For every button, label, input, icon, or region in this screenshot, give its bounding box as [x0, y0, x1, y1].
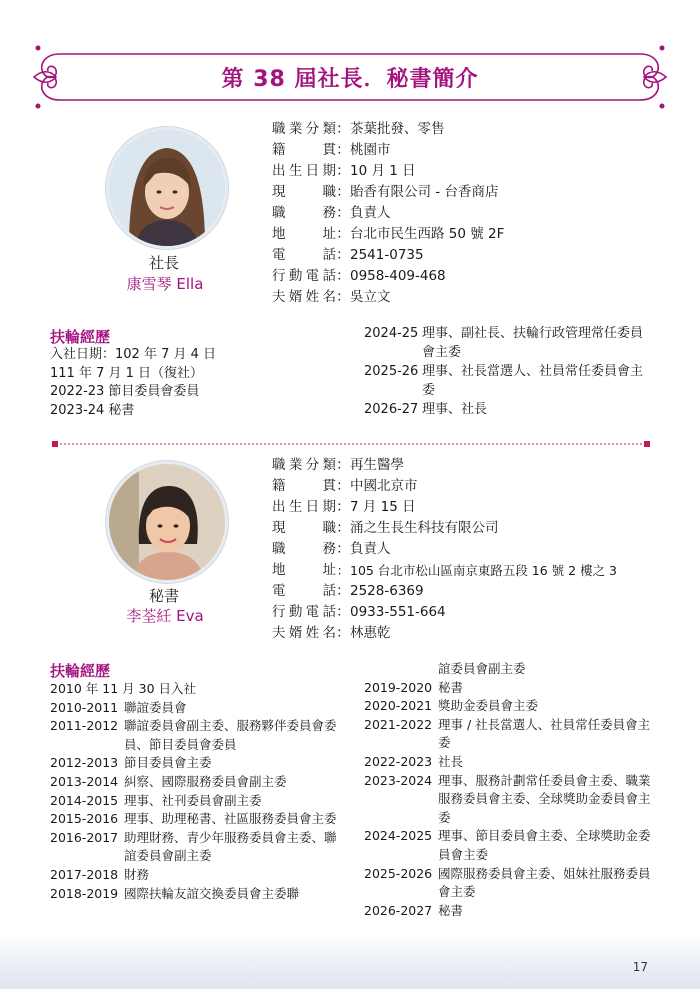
info-row: 現職 ： 涌之生長生科技有限公司: [272, 520, 499, 536]
history-item: 入社日期：102 年 7 月 4 日: [50, 347, 217, 362]
president-photo: [106, 127, 228, 249]
info-row: 出生日期 ： 10 月 1 日: [272, 163, 416, 179]
info-row: 地址 ： 台北市民生西路 50 號 2F: [272, 226, 505, 242]
history-item: 2015-2016 理事、助理秘書、社區服務委員會主委: [50, 811, 337, 827]
info-row: 夫婿姓名 ： 吳立文: [272, 289, 391, 305]
history-item: 2025-26 理事、社長當選人、社員常任委員會主委: [364, 364, 644, 398]
history-item: 2016-2017 助理財務、青少年服務委員會主委、聯誼委員會副主委: [50, 829, 337, 864]
president-history-title: 扶輪經歷: [50, 328, 111, 346]
history-item: 2014-2015 理事、社刊委員會副主委: [50, 792, 262, 808]
history-item: 2017-2018 財務: [50, 866, 150, 882]
info-row: 現職 ： 貽香有限公司 - 台香商店: [272, 184, 499, 200]
history-item: 111 年 7 月 1 日（復社）: [50, 365, 204, 381]
history-item: 2010 年 11 月 30 日入社: [50, 681, 196, 696]
secretary-history-title: 扶輪經歷: [50, 662, 111, 680]
secretary-name: 李荃紝 Eva: [126, 607, 204, 625]
info-row: 職務 ： 負責人: [272, 205, 391, 221]
secretary-photo: [106, 461, 228, 583]
president-history-left: [50, 346, 330, 420]
president-role: 社長: [148, 254, 179, 272]
history-item: 2011-2012 聯誼委員會副主委、服務夥伴委員會委員、節目委員會委員: [50, 718, 337, 752]
history-item: 2012-2013 節目委員會主委: [50, 755, 212, 771]
history-item: 2023-2024 理事、服務計劃常任委員會主委、職業服務委員會主委、全球獎助金委員會主委: [364, 772, 651, 825]
section-divider: [52, 441, 650, 447]
history-item: 誼委員會副主委: [438, 661, 526, 676]
info-row: 職業分類 ： 再生醫學: [272, 457, 404, 473]
secretary-role: 秘書: [148, 587, 179, 605]
page-number: 17: [632, 960, 648, 974]
page-header: [30, 40, 670, 114]
president-history-right: [364, 325, 654, 420]
info-row: 職務 ： 負責人: [272, 541, 391, 557]
info-row: 籍貫 ： 桃園市: [272, 142, 391, 158]
page-title: 第 38 屆社長．秘書簡介: [221, 67, 479, 92]
history-item: 2022-2023 社長: [364, 753, 464, 769]
info-row: 地址 ： 105 台北市松山區南京東路五段 16 號 2 樓之 3: [272, 562, 618, 578]
history-item: 2026-2027 秘書: [364, 902, 464, 918]
info-row: 籍貫 ： 中國北京市: [272, 478, 418, 494]
secretary-history-left: [50, 680, 340, 903]
info-row: 行動電話 ： 0933-551-664: [272, 604, 446, 620]
history-item: 2018-2019 國際扶輪友誼交換委員會主委聯: [50, 885, 300, 901]
president-name: 康雪琴 Ella: [126, 275, 204, 293]
secretary-info: [272, 455, 672, 644]
history-item: 2013-2014 糾察、國際服務委員會副主委: [50, 773, 287, 789]
history-item: 2019-2020 秘書: [364, 679, 464, 695]
president-info: [272, 119, 672, 308]
portrait-woman-brown-hair-icon: [109, 130, 225, 246]
info-row: 電話 ： 2541-0735: [272, 247, 424, 263]
info-row: 出生日期 ： 7 月 15 日: [272, 499, 416, 515]
info-row: 夫婿姓名 ： 林惠乾: [272, 625, 391, 641]
footer-background: [0, 935, 700, 989]
history-item: 2026-27 理事、社長: [364, 402, 488, 418]
history-item: 2023-24 秘書: [50, 402, 135, 418]
history-item: 2025-2026 國際服務委員會主委、姐妹社服務委員會主委: [364, 865, 651, 900]
history-item: 2021-2022 理事 / 社長當選人、社員常任委員會主委: [364, 716, 651, 751]
history-item: 2020-2021 獎助金委員會主委: [364, 698, 539, 714]
info-row: 職業分類 ： 茶葉批發、零售: [272, 121, 445, 137]
info-row: 行動電話 ： 0958-409-468: [272, 268, 446, 284]
info-row: 電話 ： 2528-6369: [272, 583, 424, 599]
secretary-history-right: [364, 660, 654, 920]
history-item: 2024-25 理事、副社長、扶輪行政管理常任委員會主委: [364, 326, 644, 360]
history-item: 2022-23 節目委員會委員: [50, 384, 200, 400]
history-item: 2024-2025 理事、節目委員會主委、全球獎助金委員會主委: [364, 828, 651, 862]
portrait-woman-short-hair-icon: [109, 464, 225, 580]
history-item: 2010-2011 聯誼委員會: [50, 699, 187, 715]
